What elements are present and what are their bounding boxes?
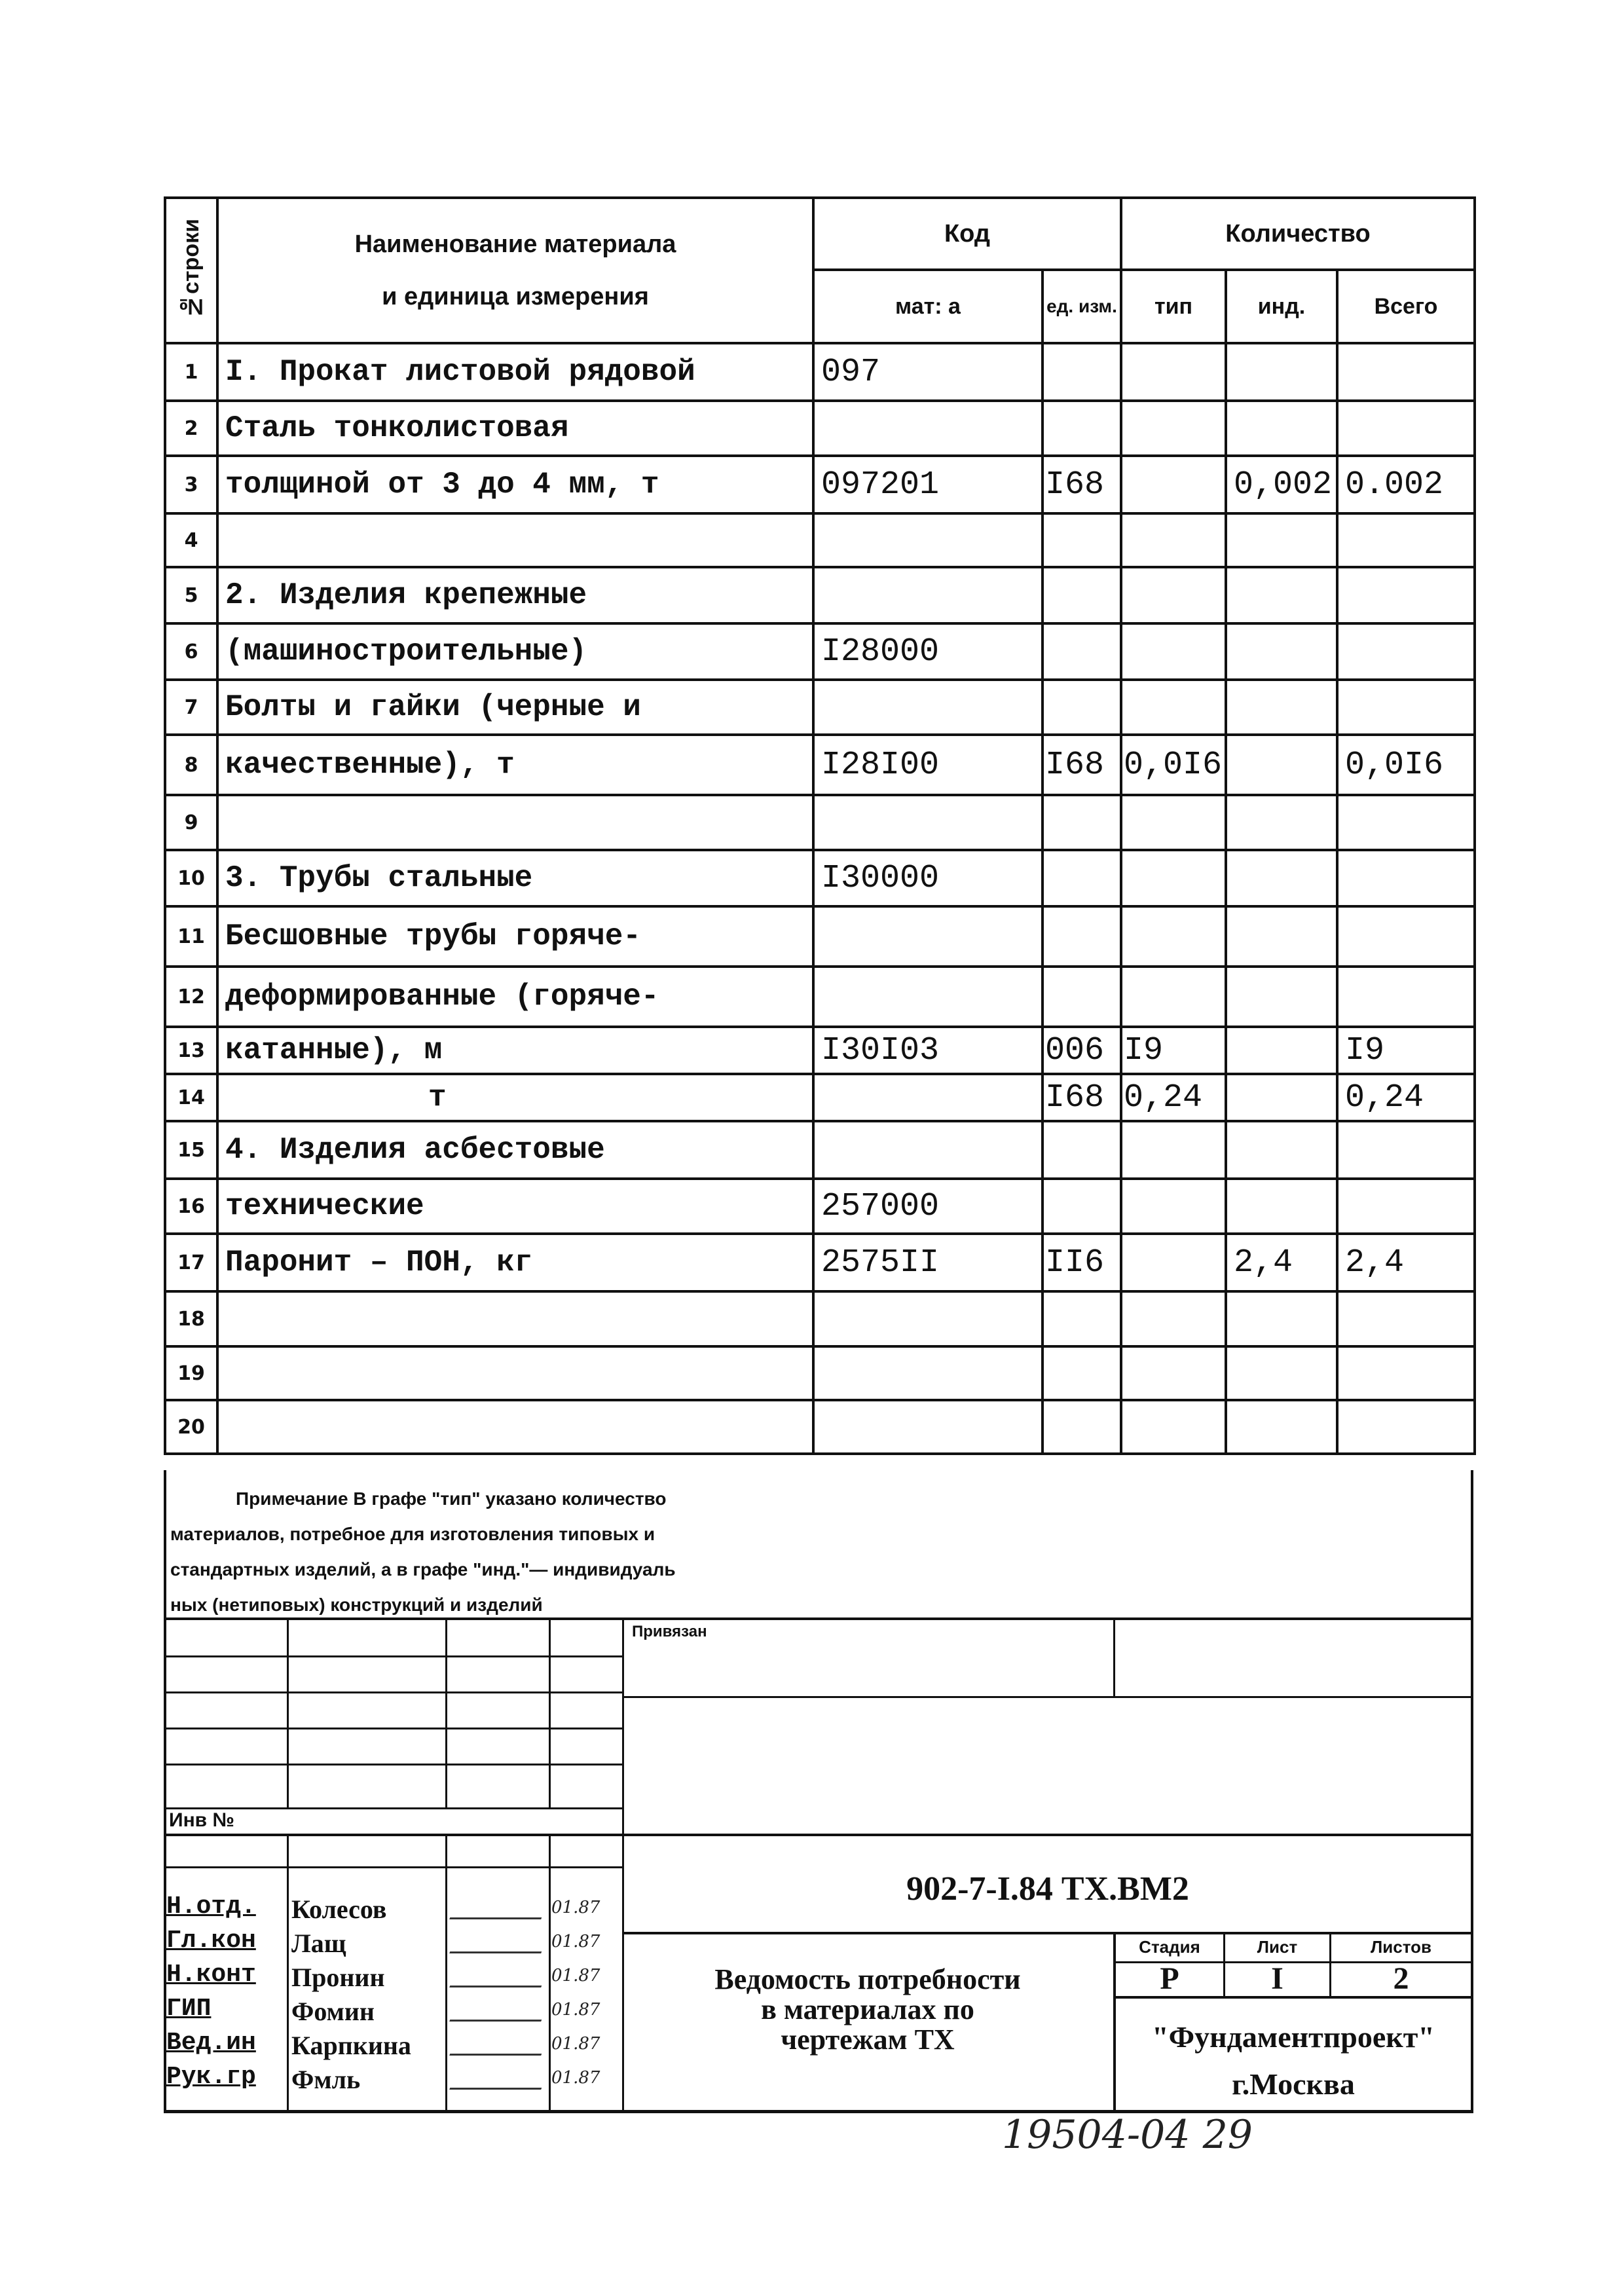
unit-code (1043, 1346, 1121, 1400)
material-code: 097 (813, 343, 1043, 401)
material-name: технические (217, 1179, 813, 1234)
qty-total (1337, 795, 1475, 850)
qty-type (1121, 401, 1226, 456)
signature-date: 01.87 (551, 1966, 600, 1986)
unit-code-header: ед. изм. (1043, 270, 1121, 343)
material-name (217, 1291, 813, 1346)
material-code (813, 967, 1043, 1027)
signer-row (164, 2029, 622, 2063)
organization (1116, 2014, 1471, 2108)
quantity-header: Количество (1121, 198, 1475, 270)
unit-code (1043, 513, 1121, 567)
unit-code (1043, 343, 1121, 401)
signature (449, 2042, 546, 2056)
qty-total (1337, 1179, 1475, 1234)
note-line: Примечание В графе "тип" указано количество (236, 1488, 667, 1509)
table-row (165, 567, 1475, 623)
stage-label: Стадия (1139, 1937, 1200, 1957)
material-code: I30000 (813, 850, 1043, 906)
table-row (165, 623, 1475, 680)
individual-header: инд. (1226, 270, 1337, 343)
qty-type (1121, 1400, 1226, 1454)
row-number: 18 (165, 1291, 217, 1346)
row-number-header: №строки (165, 198, 217, 343)
qty-total (1337, 1121, 1475, 1179)
qty-total (1337, 906, 1475, 967)
qty-type (1121, 1121, 1226, 1179)
qty-individual (1226, 1179, 1337, 1234)
signer-row (164, 1995, 622, 2029)
table-row (165, 906, 1475, 967)
row-number: 4 (165, 513, 217, 567)
document-title (625, 1965, 1110, 2055)
material-code: I30I03 (813, 1027, 1043, 1074)
materials-rows (165, 343, 1475, 1454)
qty-total (1337, 1400, 1475, 1454)
material-name: (машиностроительные) (217, 623, 813, 680)
row-number: 2 (165, 401, 217, 456)
unit-code (1043, 680, 1121, 735)
qty-total (1337, 401, 1475, 456)
signature-date: 01.87 (551, 1932, 600, 1951)
material-code (813, 513, 1043, 567)
unit-code (1043, 567, 1121, 623)
table-row (165, 456, 1475, 513)
signature-date: 01.87 (551, 2034, 600, 2054)
table-row (165, 1179, 1475, 1234)
unit-code: II6 (1043, 1234, 1121, 1291)
qty-individual (1226, 567, 1337, 623)
qty-type (1121, 967, 1226, 1027)
qty-type (1121, 1346, 1226, 1400)
qty-total: 0,0I6 (1337, 735, 1475, 795)
material-name: Сталь тонколистовая (217, 401, 813, 456)
row-number: 11 (165, 906, 217, 967)
row-number: 20 (165, 1400, 217, 1454)
unit-code (1043, 795, 1121, 850)
type-header: тип (1121, 270, 1226, 343)
signer-role: ГИП (166, 1995, 212, 2023)
unit-code: I68 (1043, 735, 1121, 795)
table-row (165, 680, 1475, 735)
qty-type (1121, 795, 1226, 850)
material-name (217, 795, 813, 850)
material-code (813, 1400, 1043, 1454)
stage-value: Р (1160, 1961, 1179, 1996)
qty-individual (1226, 1121, 1337, 1179)
signer-name: Колесов (291, 1894, 387, 1924)
table-row (165, 1074, 1475, 1121)
privyazan-label: Привязан (632, 1623, 707, 1640)
note-block (170, 1481, 1467, 1623)
qty-individual (1226, 735, 1337, 795)
qty-total (1337, 850, 1475, 906)
signer-name: Карпкина (291, 2031, 411, 2060)
qty-type (1121, 906, 1226, 967)
material-code (813, 1121, 1043, 1179)
qty-individual (1226, 967, 1337, 1027)
materials-table (164, 196, 1476, 1455)
unit-code (1043, 1121, 1121, 1179)
row-number: 1 (165, 343, 217, 401)
signer-name: Фмль (291, 2065, 361, 2094)
material-code: 257000 (813, 1179, 1043, 1234)
qty-individual: 0,002 (1226, 456, 1337, 513)
qty-individual (1226, 795, 1337, 850)
row-number: 12 (165, 967, 217, 1027)
qty-total (1337, 567, 1475, 623)
signature (449, 2008, 546, 2022)
material-code (813, 1074, 1043, 1121)
row-number: 16 (165, 1179, 217, 1234)
unit-code (1043, 967, 1121, 1027)
row-number: 5 (165, 567, 217, 623)
material-name: Болты и гайки (черные и (217, 680, 813, 735)
qty-type: 0,24 (1121, 1074, 1226, 1121)
table-row (165, 1027, 1475, 1074)
signer-row (164, 1961, 622, 1995)
signer-row (164, 1927, 622, 1961)
table-row (165, 401, 1475, 456)
material-code: 2575II (813, 1234, 1043, 1291)
table-row (165, 1234, 1475, 1291)
material-code (813, 680, 1043, 735)
title-line: чертежам ТХ (781, 2024, 955, 2056)
qty-individual (1226, 343, 1337, 401)
table-row (165, 1400, 1475, 1454)
material-code (813, 1291, 1043, 1346)
table-row (165, 1346, 1475, 1400)
material-code (813, 401, 1043, 456)
material-name: Бесшовные трубы горяче- (217, 906, 813, 967)
organization-name: "Фундаментпроект" (1152, 2020, 1435, 2054)
unit-code (1043, 906, 1121, 967)
signer-role: Рук.гр (166, 2063, 256, 2091)
row-number: 9 (165, 795, 217, 850)
qty-type (1121, 850, 1226, 906)
qty-total: 2,4 (1337, 1234, 1475, 1291)
signer-row (164, 2063, 622, 2097)
qty-type (1121, 456, 1226, 513)
qty-individual (1226, 850, 1337, 906)
signer-role: Н.отд. (166, 1893, 256, 1921)
archive-number: 19504-04 29 (1002, 2112, 1253, 2158)
note-line: стандартных изделий, а в графе "инд."— индивидуаль (170, 1559, 676, 1580)
row-number: 14 (165, 1074, 217, 1121)
total-header: Всего (1337, 270, 1475, 343)
table-row (165, 513, 1475, 567)
material-name: 2. Изделия крепежные (217, 567, 813, 623)
organization-city: г.Москва (1232, 2067, 1355, 2101)
qty-type (1121, 623, 1226, 680)
qty-type (1121, 343, 1226, 401)
qty-type: 0,0I6 (1121, 735, 1226, 795)
material-name (217, 513, 813, 567)
sheets-value: 2 (1393, 1961, 1409, 1996)
signature-date: 01.87 (551, 1898, 600, 1917)
title-line: в материалах по (761, 1993, 974, 2025)
qty-individual (1226, 680, 1337, 735)
note-line: материалов, потребное для изготовления типовых и (170, 1524, 655, 1544)
signer-role: Вед.ин (166, 2029, 256, 2057)
signature (449, 2076, 546, 2090)
unit-code: I68 (1043, 456, 1121, 513)
unit-code (1043, 1400, 1121, 1454)
note-line: ных (нетиповых) конструкций и изделий (170, 1595, 543, 1615)
signer-name: Лащ (291, 1929, 346, 1958)
signer-name: Фомин (291, 1997, 375, 2026)
qty-type (1121, 680, 1226, 735)
row-number: 6 (165, 623, 217, 680)
signer-role: Гл.кон (166, 1927, 256, 1955)
row-number: 13 (165, 1027, 217, 1074)
qty-total (1337, 513, 1475, 567)
signature-date: 01.87 (551, 2000, 600, 2020)
signature (449, 1940, 546, 1953)
title-line: Ведомость потребности (714, 1963, 1021, 1995)
row-number: 19 (165, 1346, 217, 1400)
qty-total: 0,24 (1337, 1074, 1475, 1121)
row-number: 8 (165, 735, 217, 795)
material-name: 4. Изделия асбестовые (217, 1121, 813, 1179)
material-code: I28000 (813, 623, 1043, 680)
unit-code (1043, 850, 1121, 906)
qty-type (1121, 567, 1226, 623)
qty-type: I9 (1121, 1027, 1226, 1074)
material-code (813, 1346, 1043, 1400)
document-code: 902-7-I.84 ТХ.ВМ2 (906, 1870, 1189, 1908)
qty-total (1337, 343, 1475, 401)
qty-total (1337, 1346, 1475, 1400)
row-number: 17 (165, 1234, 217, 1291)
sheets-label: Листов (1371, 1937, 1431, 1957)
row-number: 7 (165, 680, 217, 735)
qty-total (1337, 623, 1475, 680)
material-code (813, 795, 1043, 850)
qty-type (1121, 513, 1226, 567)
qty-individual (1226, 623, 1337, 680)
table-row (165, 1121, 1475, 1179)
table-row (165, 850, 1475, 906)
qty-individual (1226, 906, 1337, 967)
unit-code: I68 (1043, 1074, 1121, 1121)
qty-total (1337, 1291, 1475, 1346)
row-number: 10 (165, 850, 217, 906)
qty-individual (1226, 401, 1337, 456)
qty-type (1121, 1234, 1226, 1291)
material-code (813, 906, 1043, 967)
table-row (165, 1291, 1475, 1346)
material-code (813, 567, 1043, 623)
qty-individual (1226, 1400, 1337, 1454)
material-name (217, 1400, 813, 1454)
material-name: т (217, 1074, 813, 1121)
qty-type (1121, 1179, 1226, 1234)
unit-code (1043, 401, 1121, 456)
row-number: 15 (165, 1121, 217, 1179)
table-row (165, 795, 1475, 850)
qty-total (1337, 680, 1475, 735)
qty-total (1337, 967, 1475, 1027)
material-name: толщиной от 3 до 4 мм, т (217, 456, 813, 513)
qty-individual (1226, 1074, 1337, 1121)
qty-individual (1226, 1027, 1337, 1074)
row-number: 3 (165, 456, 217, 513)
table-row (165, 967, 1475, 1027)
qty-type (1121, 1291, 1226, 1346)
material-code: 097201 (813, 456, 1043, 513)
unit-code (1043, 1179, 1121, 1234)
material-name: катанные), м (217, 1027, 813, 1074)
qty-total: I9 (1337, 1027, 1475, 1074)
table-row (165, 343, 1475, 401)
material-name: Паронит – ПОН, кг (217, 1234, 813, 1291)
material-code-header: мат: а (813, 270, 1043, 343)
qty-total: 0.002 (1337, 456, 1475, 513)
name-column-header: Наименование материала и единица измерения (217, 198, 813, 343)
material-code: I28I00 (813, 735, 1043, 795)
unit-code: 006 (1043, 1027, 1121, 1074)
signature (449, 1906, 546, 1919)
qty-individual: 2,4 (1226, 1234, 1337, 1291)
sheet-value: I (1271, 1961, 1283, 1996)
qty-individual (1226, 513, 1337, 567)
code-header: Код (813, 198, 1121, 270)
signer-name: Пронин (291, 1963, 385, 1992)
signer-role: Н.конт (166, 1961, 256, 1989)
qty-individual (1226, 1291, 1337, 1346)
unit-code (1043, 623, 1121, 680)
unit-code (1043, 1291, 1121, 1346)
material-name (217, 1346, 813, 1400)
material-name: 3. Трубы стальные (217, 850, 813, 906)
signer-row (164, 1893, 622, 1927)
signature-date: 01.87 (551, 2068, 600, 2088)
material-name: деформированные (горяче- (217, 967, 813, 1027)
qty-individual (1226, 1346, 1337, 1400)
table-row (165, 735, 1475, 795)
signature (449, 1974, 546, 1987)
material-name: качественные), т (217, 735, 813, 795)
material-name: I. Прокат листовой рядовой (217, 343, 813, 401)
inventory-number-label: Инв № (169, 1809, 234, 1831)
sheet-label: Лист (1257, 1937, 1298, 1957)
